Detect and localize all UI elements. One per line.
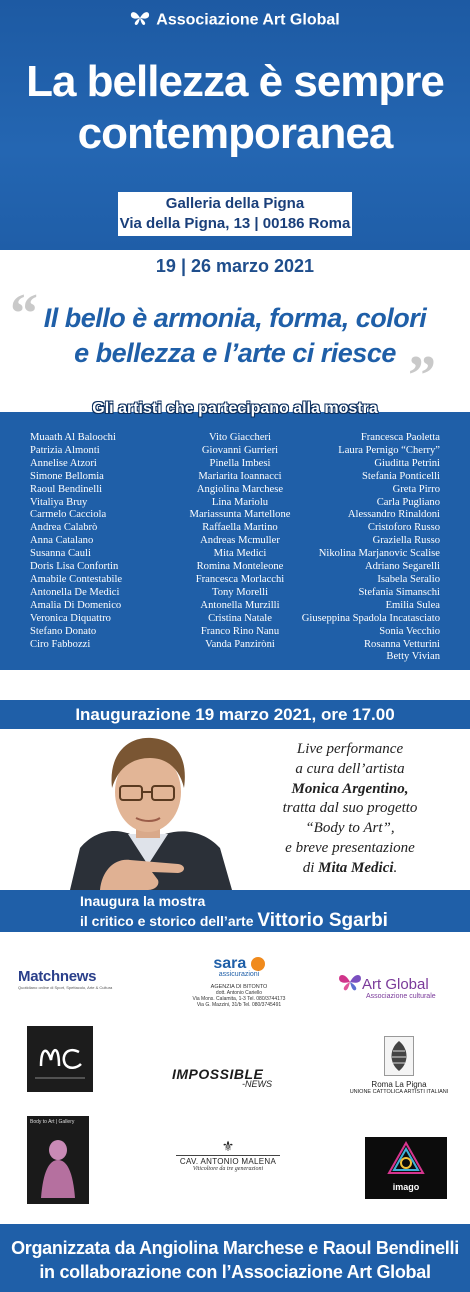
artist-name: Mariassunta Martellone xyxy=(189,509,291,521)
performance-info xyxy=(250,740,450,879)
perf-artist: Monica Argentino, xyxy=(291,780,409,797)
artist-name: Andreas Mcmuller xyxy=(200,535,280,547)
artist-name: Stefania Ponticelli xyxy=(362,470,440,482)
perf-line: e breve presentazione xyxy=(285,839,415,856)
artist-name: Doris Lisa Confortin xyxy=(30,561,119,573)
artglobal-name: Art Global xyxy=(362,976,429,993)
matchnews-tagline: Quotidiano online di Sport, Spettacolo, Arte & Cultura xyxy=(18,985,113,990)
crest-icon: ⚜ xyxy=(221,1138,235,1154)
artist-name: Vanda Panziròni xyxy=(205,638,275,650)
artist-name: Giuseppina Spadola Incatasciato xyxy=(301,612,440,624)
artist-name: Raffaella Martino xyxy=(202,522,278,534)
artist-name: Giuditta Petrini xyxy=(374,457,440,469)
venue-name: Galleria della Pigna xyxy=(165,195,305,212)
artist-name: Betty Vivian xyxy=(386,651,440,663)
critic-portrait xyxy=(60,730,235,890)
sara-name: sara xyxy=(213,955,247,972)
artist-name: Rosanna Vetturini xyxy=(363,638,440,650)
artist-name: Tony Morelli xyxy=(211,586,269,598)
perf-suffix: . xyxy=(393,859,398,876)
artists-column-1 xyxy=(30,432,180,651)
artist-name: Nikolina Marjanovic Scalise xyxy=(318,548,440,560)
pinecone-icon xyxy=(384,1036,414,1076)
artist-name: Susanna Cauli xyxy=(30,548,91,560)
perf-presenter: Mita Medici xyxy=(318,859,394,876)
open-quote-icon: “ xyxy=(10,283,38,345)
artist-name: Anna Catalano xyxy=(30,535,94,547)
exhibition-dates: 19 | 26 marzo 2021 xyxy=(155,256,315,276)
artist-name: Adriano Segarelli xyxy=(364,561,440,573)
book-cover xyxy=(27,1116,89,1204)
artist-name: Raoul Bendinelli xyxy=(30,483,103,495)
critic-intro: Inaugura la mostra xyxy=(80,893,206,909)
artist-name: Antonella De Medici xyxy=(30,586,120,598)
perf-line: a cura dell’artista xyxy=(295,760,405,777)
artist-name: Ciro Fabbozzi xyxy=(30,638,91,650)
artist-name: Carmelo Cacciola xyxy=(30,509,107,521)
perf-line: “Body to Art”, xyxy=(305,820,395,837)
malena-logo xyxy=(176,1138,280,1172)
critic-line xyxy=(80,910,388,932)
brand xyxy=(0,10,470,31)
matchnews-logo xyxy=(18,968,128,990)
collaboration-line: in collaborazione con l’Associazione Art Global xyxy=(39,1262,431,1282)
book-title: Body to Art | Gallery xyxy=(30,1119,75,1125)
sara-address: dott. Antonio Cariello xyxy=(215,990,263,996)
artist-name: Carla Pugliano xyxy=(376,496,440,508)
venue-box xyxy=(118,192,352,236)
venue-address: Via della Pigna, 13 | 00186 Roma xyxy=(119,215,351,232)
sara-mark-icon xyxy=(251,957,265,971)
artist-name: Annelise Atzori xyxy=(30,457,97,469)
critic-name: Vittorio Sgarbi xyxy=(257,910,388,931)
artglobal-tagline: Associazione culturale xyxy=(366,993,436,1000)
perf-prefix: di xyxy=(302,859,319,876)
artist-name: Antonella Murzilli xyxy=(200,599,280,611)
artist-name: Stefano Donato xyxy=(30,625,97,637)
impossible-news-logo xyxy=(172,1066,282,1089)
imago-logo xyxy=(365,1137,447,1199)
brand-name: Associazione Art Global xyxy=(156,11,340,29)
artist-name: Andrea Calabrò xyxy=(30,522,98,534)
artists-column-3 xyxy=(280,432,440,664)
pigna-tagline: UNIONE CATTOLICA ARTISTI ITALIANI xyxy=(349,1089,449,1095)
artist-name: Graziella Russo xyxy=(372,535,440,547)
artist-name: Angiolina Marchese xyxy=(196,483,284,495)
artist-name: Vitaliya Bruy xyxy=(30,496,88,508)
artglobal-logo xyxy=(338,972,448,1000)
artist-name: Isabela Seralio xyxy=(377,573,440,585)
imago-name: imago xyxy=(392,1182,420,1192)
perf-line xyxy=(250,859,450,879)
butterfly-icon xyxy=(338,972,362,997)
artist-name: Greta Pirro xyxy=(392,483,440,495)
artists-heading: Gli artisti che partecipano alla mostra xyxy=(92,400,378,417)
impossible-name: IMPOSSIBLE xyxy=(172,1066,264,1082)
artist-name: Cristoforo Russo xyxy=(367,522,440,534)
organizers-line: Organizzata da Angiolina Marchese e Raoul Bendinelli xyxy=(11,1238,459,1258)
quote-line1: Il bello è armonia, forma, colori xyxy=(43,303,427,333)
artist-name: Vito Giaccheri xyxy=(208,432,271,443)
sara-logo xyxy=(186,955,292,1008)
quote-line2: e bellezza e l’arte ci riesce xyxy=(74,338,396,368)
artist-name: Pinella Imbesi xyxy=(209,457,271,469)
sara-address: Via Mons. Calamita, 1-3 Tel. 080/3744173 xyxy=(192,996,286,1002)
impossible-tagline: -NEWS xyxy=(242,1079,272,1089)
artist-name: Stefania Simanschi xyxy=(358,586,440,598)
artist-name: Romina Monteleone xyxy=(196,561,284,573)
artist-name: Lina Mariolu xyxy=(211,496,269,508)
artist-name: Emilia Sulea xyxy=(385,599,440,611)
critic-role: il critico e storico dell’arte xyxy=(80,913,258,929)
inauguration-bar: Inaugurazione 19 marzo 2021, ore 17.00 xyxy=(0,700,470,729)
artist-name: Cristina Natale xyxy=(208,612,272,624)
artist-name: Francesca Morlacchi xyxy=(195,573,285,585)
sara-agency: AGENZIA DI BITONTO xyxy=(210,984,268,990)
malena-name: CAV. ANTONIO MALENA xyxy=(176,1155,280,1166)
matchnews-name: Matchnews xyxy=(18,968,97,985)
sara-address: Via G. Mazzini, 31/b Tel. 080/3745491 xyxy=(196,1002,282,1008)
malena-tagline: Viticoltore da tre generazioni xyxy=(192,1166,264,1172)
artist-name: Mita Medici xyxy=(213,548,267,560)
page-title-line2: contemporanea xyxy=(77,109,393,158)
butterfly-icon xyxy=(130,10,150,31)
artist-name: Sonia Vecchio xyxy=(379,625,440,637)
artist-name: Mariarita Ioannacci xyxy=(198,470,282,482)
artist-name: Francesca Paoletta xyxy=(360,432,440,443)
pigna-logo xyxy=(340,1036,458,1095)
artist-name: Amabile Contestabile xyxy=(30,573,123,585)
artist-name: Alessandro Rinaldoni xyxy=(347,509,440,521)
artist-name: Simone Bellomia xyxy=(30,470,104,482)
close-quote-icon: ” xyxy=(408,345,436,407)
page-title-line1: La bellezza è sempre xyxy=(26,57,444,106)
perf-line: tratta dal suo progetto xyxy=(282,800,418,817)
pigna-name: Roma La Pigna xyxy=(371,1080,427,1089)
perf-line: Live performance xyxy=(296,741,404,757)
artist-name: Franco Rino Nanu xyxy=(200,625,280,637)
sara-tagline: assicurazioni xyxy=(218,971,260,978)
imago-triangle-icon xyxy=(365,1137,447,1181)
artist-name: Giovanni Gurrieri xyxy=(201,444,279,456)
artist-name: Veronica Diquattro xyxy=(30,612,111,624)
artist-name: Muaath Al Baloochi xyxy=(30,432,116,443)
artist-name: Laura Pernigo “Cherry” xyxy=(338,444,440,456)
mc-logo xyxy=(27,1026,93,1092)
artist-name: Patrizia Almonti xyxy=(30,444,100,456)
artist-name: Amalia Di Domenico xyxy=(30,599,122,611)
